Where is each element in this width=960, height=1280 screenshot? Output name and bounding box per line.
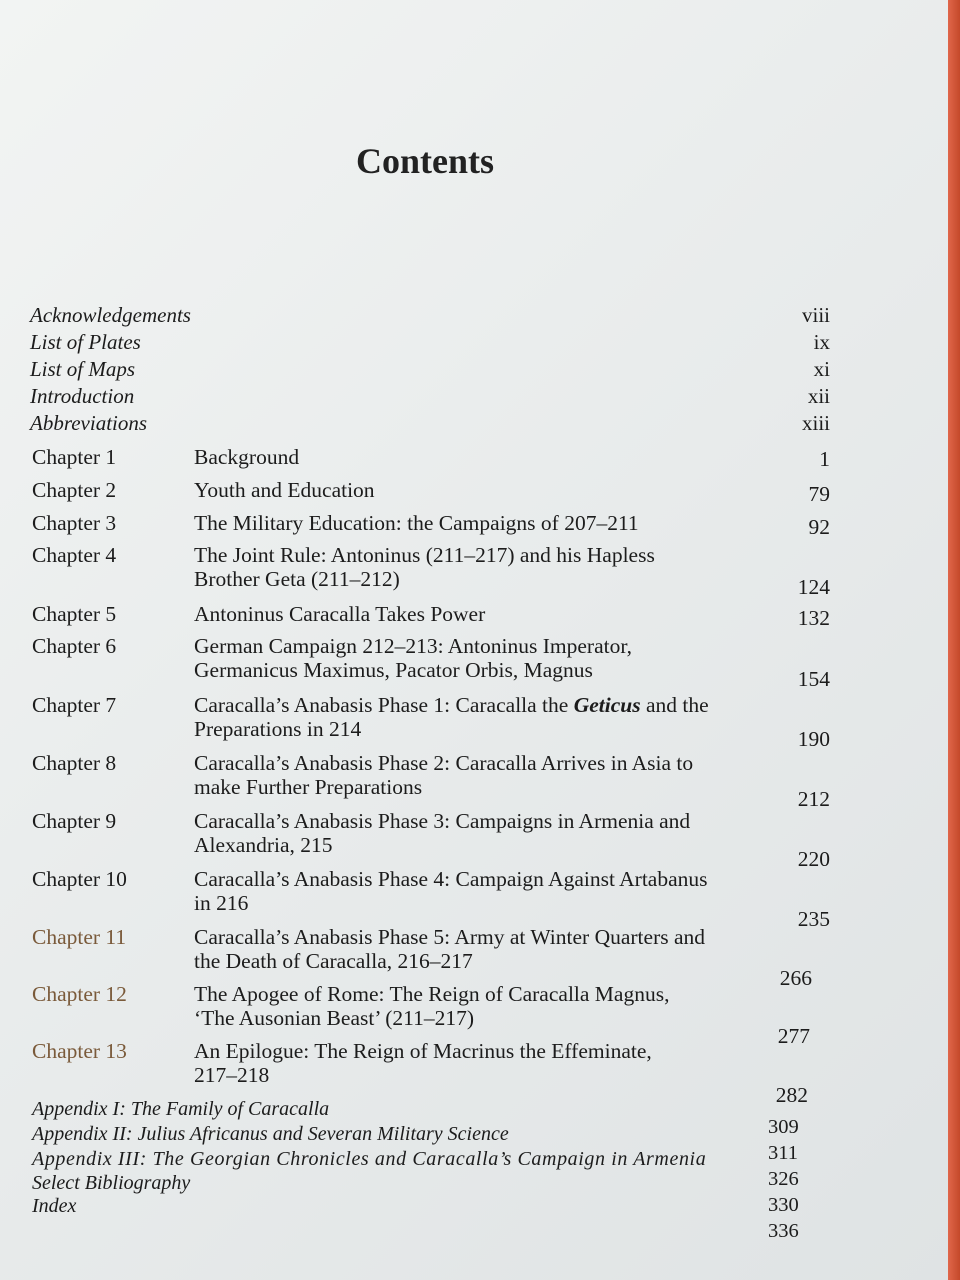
entry-label: Appendix II: Julius Africanus and Severan Military Science xyxy=(32,1123,509,1145)
chapter-title-line: Caracalla’s Anabasis Phase 2: Caracalla Arrives in Asia to xyxy=(194,751,694,775)
chapter-title xyxy=(194,751,764,799)
chapter-title-line: make Further Preparations xyxy=(194,775,423,799)
entry-label: List of Maps xyxy=(30,357,136,381)
chapter-page: 282 xyxy=(775,1083,808,1107)
chapter-title xyxy=(194,602,764,626)
chapter-title-line: The Apogee of Rome: The Reign of Caracalla Magnus, xyxy=(194,982,670,1006)
chapter-title-line: Background xyxy=(194,445,300,469)
entry-label: Appendix I: The Family of Caracalla xyxy=(32,1098,330,1120)
entry-label: Select Bibliography xyxy=(32,1172,191,1194)
chapter-page: 190 xyxy=(797,727,830,751)
chapter-label: Chapter 9 xyxy=(32,809,117,833)
chapter-title xyxy=(194,543,764,591)
chapter-page: 220 xyxy=(797,847,830,871)
chapter-label: Chapter 12 xyxy=(32,982,127,1006)
entry-page: 330 xyxy=(768,1194,799,1216)
chapter-label: Chapter 5 xyxy=(32,602,117,626)
chapter-title-line: Germanicus Maximus, Pacator Orbis, Magnus xyxy=(194,658,593,682)
toc-back-entry xyxy=(32,1148,792,1171)
chapter-title-line: 217–218 xyxy=(194,1063,270,1087)
entry-label: List of Plates xyxy=(30,330,141,354)
chapter-page: 92 xyxy=(808,515,830,539)
toc-back-entry xyxy=(32,1172,792,1195)
entry-label: Introduction xyxy=(30,384,135,408)
chapter-page: 79 xyxy=(808,482,830,506)
chapter-label: Chapter 7 xyxy=(32,693,117,717)
chapter-page: 124 xyxy=(797,575,830,599)
chapter-label: Chapter 2 xyxy=(32,478,117,502)
chapter-title-line: ‘The Ausonian Beast’ (211–217) xyxy=(194,1006,475,1030)
chapter-label: Chapter 11 xyxy=(32,925,127,949)
chapter-title-line: Preparations in 214 xyxy=(194,717,362,741)
chapter-title-line: the Death of Caracalla, 216–217 xyxy=(194,949,473,973)
chapter-title-line: Caracalla’s Anabasis Phase 4: Campaign Against Artabanus xyxy=(194,867,708,891)
chapter-label: Chapter 8 xyxy=(32,751,117,775)
toc-back-entry xyxy=(32,1123,792,1146)
chapter-label: Chapter 13 xyxy=(32,1039,127,1063)
entry-page: xii xyxy=(807,384,830,408)
title-text: and the xyxy=(640,693,709,717)
entry-page: 311 xyxy=(768,1142,798,1164)
chapter-title-line: Youth and Education xyxy=(194,478,375,502)
entry-page: viii xyxy=(801,303,830,327)
chapter-page: 277 xyxy=(777,1024,810,1048)
chapter-title-line: The Joint Rule: Antoninus (211–217) and his Hapless xyxy=(194,543,655,567)
chapter-page: 1 xyxy=(819,447,830,471)
entry-page: 309 xyxy=(768,1116,799,1138)
chapter-page: 266 xyxy=(779,966,812,990)
entry-page: ix xyxy=(813,330,830,354)
toc-back-entry xyxy=(32,1098,792,1121)
chapter-label: Chapter 4 xyxy=(32,543,117,567)
chapter-title-line: German Campaign 212–213: Antoninus Imperator, xyxy=(194,634,633,658)
toc-front-entry xyxy=(30,411,830,436)
chapter-page: 154 xyxy=(797,667,830,691)
chapter-label: Chapter 6 xyxy=(32,634,117,658)
chapter-title-line xyxy=(194,693,764,717)
chapter-title xyxy=(194,982,764,1030)
chapter-title xyxy=(194,693,764,741)
chapter-page: 235 xyxy=(797,907,830,931)
toc-back-entry xyxy=(32,1195,792,1218)
chapter-label: Chapter 10 xyxy=(32,867,127,891)
entry-label: Abbreviations xyxy=(30,411,148,435)
chapter-title-line: Caracalla’s Anabasis Phase 5: Army at Winter Quarters and xyxy=(194,925,706,949)
toc-front-entry xyxy=(30,384,830,409)
chapter-label: Chapter 1 xyxy=(32,445,117,469)
entry-label: Appendix III: The Georgian Chronicles and Caracalla’s Campaign in Armenia xyxy=(32,1148,707,1170)
entry-page: xiii xyxy=(801,411,830,435)
entry-page: xi xyxy=(813,357,830,381)
book-cover-edge xyxy=(948,0,960,1280)
entry-label: Index xyxy=(32,1195,77,1217)
chapter-title-line: Brother Geta (211–212) xyxy=(194,567,400,591)
chapter-title xyxy=(194,925,764,973)
chapter-title xyxy=(194,478,764,502)
chapter-page: 212 xyxy=(797,787,830,811)
chapter-title-line: Alexandria, 215 xyxy=(194,833,333,857)
toc-front-entry xyxy=(30,357,830,382)
chapter-label: Chapter 3 xyxy=(32,511,117,535)
chapter-title xyxy=(194,809,764,857)
chapter-title-line: in 216 xyxy=(194,891,249,915)
title-emphasis: Geticus xyxy=(573,693,641,717)
chapter-page: 132 xyxy=(797,606,830,630)
chapter-title xyxy=(194,867,764,915)
chapter-title xyxy=(194,1039,764,1087)
chapter-title xyxy=(194,445,764,469)
title-text: Caracalla’s Anabasis Phase 1: Caracalla the xyxy=(194,693,574,717)
chapter-title-line: Caracalla’s Anabasis Phase 3: Campaigns in Armenia and xyxy=(194,809,691,833)
chapter-title xyxy=(194,511,764,535)
chapter-title-line: An Epilogue: The Reign of Macrinus the Effeminate, xyxy=(194,1039,652,1063)
entry-page: 336 xyxy=(768,1220,799,1242)
toc-front-entry xyxy=(30,330,830,355)
chapter-title-line: The Military Education: the Campaigns of 207–211 xyxy=(194,511,639,535)
entry-label: Acknowledgements xyxy=(30,303,191,327)
entry-page: 326 xyxy=(768,1168,799,1190)
chapter-title xyxy=(194,634,764,682)
chapter-title-line: Antoninus Caracalla Takes Power xyxy=(194,602,486,626)
toc-front-entry xyxy=(30,303,830,328)
page-title: Contents xyxy=(355,141,494,181)
